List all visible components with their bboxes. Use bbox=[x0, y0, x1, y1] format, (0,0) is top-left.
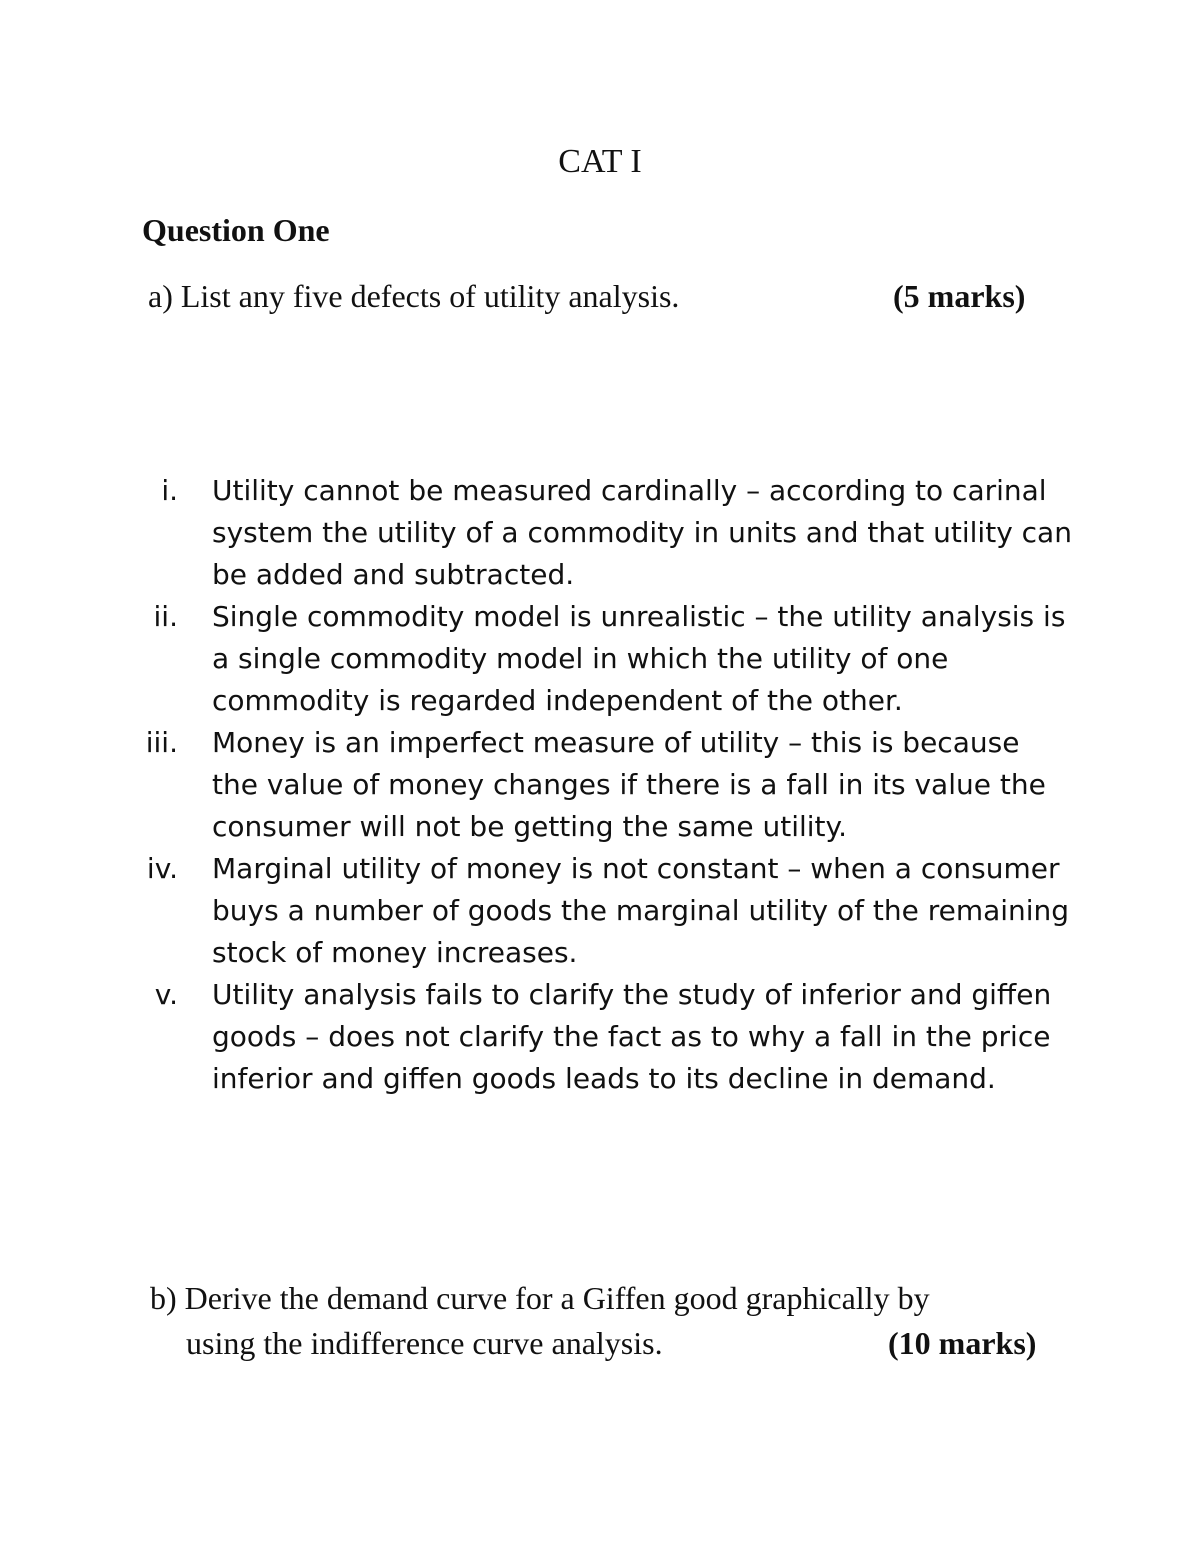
document-title: CAT I bbox=[558, 143, 642, 180]
question-b-line1: b) Derive the demand curve for a Giffen good graphically by bbox=[150, 1280, 930, 1316]
question-b-line2-row bbox=[150, 1321, 1070, 1366]
question-b-marks: (10 marks) bbox=[888, 1325, 1037, 1361]
question-a-text: a) List any five defects of utility analysis. bbox=[148, 278, 680, 314]
list-item bbox=[0, 470, 1072, 596]
list-item-numeral: i. bbox=[161, 474, 178, 507]
question-b bbox=[150, 1276, 1070, 1366]
list-item-text: Utility cannot be measured cardinally – according to carinal system the utility of a commodity in units and that utility can be added and subtracted. bbox=[212, 474, 1072, 591]
list-item-text: Single commodity model is unrealistic – the utility analysis is a single commodity model in which the utility of one commodity is regarded independent of the other. bbox=[212, 600, 1066, 717]
list-item-numeral: iii. bbox=[145, 726, 178, 759]
list-item-numeral: iv. bbox=[146, 852, 178, 885]
question-b-line2: using the indifference curve analysis. bbox=[186, 1325, 663, 1361]
list-item bbox=[0, 596, 1072, 722]
list-item-text: Utility analysis fails to clarify the study of inferior and giffen goods – does not clarify the fact as to why a fall in the price inferior and giffen goods leads to its decline in demand. bbox=[212, 978, 1052, 1095]
list-item-text: Money is an imperfect measure of utility – this is because the value of money changes if there is a fall in its value the consumer will not be getting the same utility. bbox=[212, 726, 1046, 843]
question-a-marks: (5 marks) bbox=[893, 278, 1026, 314]
list-item bbox=[0, 974, 1072, 1100]
answer-list bbox=[0, 470, 1200, 1100]
list-item-text: Marginal utility of money is not constant – when a consumer buys a number of goods the marginal utility of the remaining stock of money increases. bbox=[212, 852, 1070, 969]
question-a bbox=[148, 276, 1048, 316]
list-item bbox=[0, 848, 1072, 974]
section-heading: Question One bbox=[142, 212, 330, 248]
list-item bbox=[0, 722, 1072, 848]
list-item-numeral: v. bbox=[154, 978, 178, 1011]
list-item-numeral: ii. bbox=[153, 600, 178, 633]
